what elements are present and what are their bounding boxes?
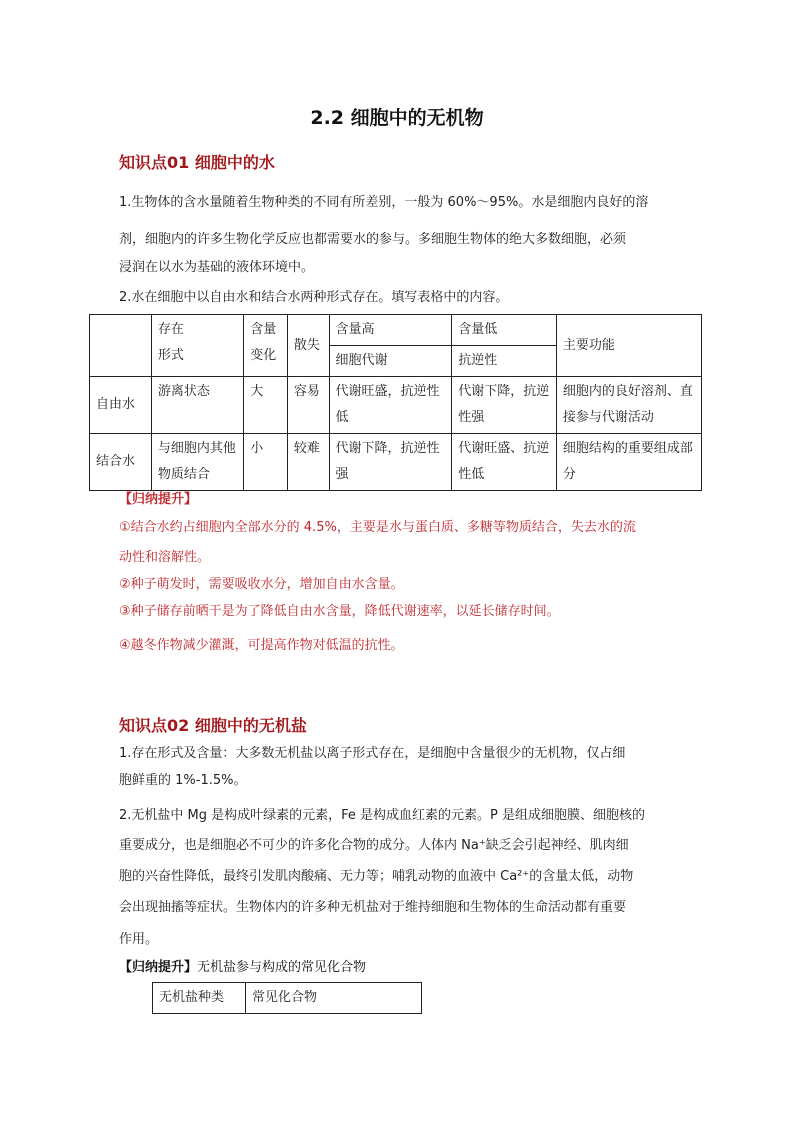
table-cell: 与细胞内其他物质结合 xyxy=(151,434,243,491)
paragraph: 胞鲜重的 1%-1.5%。 xyxy=(119,773,247,788)
table-cell: 游离状态 xyxy=(151,377,243,434)
table-row xyxy=(90,377,702,434)
table-cell: 自由水 xyxy=(90,377,152,434)
table-cell: 细胞内的良好溶剂、直接参与代谢活动 xyxy=(556,377,701,434)
table-header: 含量低 xyxy=(452,315,557,346)
summary-item: ③种子储存前晒干是为了降低自由水含量，降低代谢速率，以延长储存时间。 xyxy=(119,604,560,619)
table-header: 无机盐种类 xyxy=(153,983,246,1014)
table-header: 常见化合物 xyxy=(246,983,422,1014)
table-header: 抗逆性 xyxy=(452,346,557,377)
summary-title: 【归纳提升】 xyxy=(119,492,198,507)
table-cell xyxy=(151,315,243,377)
summary-title: 【归纳提升】 xyxy=(119,960,198,975)
table-cell xyxy=(244,315,288,377)
table-header: 形式 xyxy=(157,348,184,363)
table-row xyxy=(90,434,702,491)
summary-item: ②种子萌发时，需要吸收水分，增加自由水含量。 xyxy=(119,577,404,592)
table-cell: 大 xyxy=(244,377,288,434)
section-heading-water: 知识点01 细胞中的水 xyxy=(119,153,275,172)
page-title: 2.2 细胞中的无机物 xyxy=(310,107,484,129)
table-header: 散失 xyxy=(287,315,329,377)
paragraph: 2.水在细胞中以自由水和结合水两种形式存在。填写表格中的内容。 xyxy=(119,290,509,305)
paragraph: 1.生物体的含水量随着生物种类的不同有所差别，一般为 60%～95%。水是细胞内良好的溶 xyxy=(119,195,649,210)
water-table xyxy=(89,314,702,491)
table-cell: 小 xyxy=(244,434,288,491)
table-header: 存在 xyxy=(157,322,184,337)
table-cell: 较难 xyxy=(287,434,329,491)
paragraph: 1.存在形式及含量：大多数无机盐以离子形式存在，是细胞中含量很少的无机物，仅占细 xyxy=(119,746,626,761)
summary-text: 无机盐参与构成的常见化合物 xyxy=(197,960,367,975)
table-cell xyxy=(90,315,152,377)
salts-table xyxy=(152,982,422,1014)
summary-item: ①结合水约占细胞内全部水分的 4.5%，主要是水与蛋白质、多糖等物质结合，失去水的流 xyxy=(119,520,636,535)
summary-item: 动性和溶解性。 xyxy=(119,550,211,565)
paragraph: 2.无机盐中 Mg 是构成叶绿素的元素，Fe 是构成血红素的元素。P 是组成细胞膜、细胞核的 xyxy=(119,808,646,823)
table-cell: 细胞结构的重要组成部分 xyxy=(556,434,701,491)
paragraph: 剂，细胞内的许多生物化学反应也都需要水的参与。多细胞生物体的绝大多数细胞，必须 xyxy=(119,232,627,247)
table-cell: 代谢旺盛、抗逆性低 xyxy=(452,434,557,491)
table-header: 变化 xyxy=(250,348,277,363)
table-header: 含量 xyxy=(250,322,277,337)
table-cell: 代谢下降，抗逆性强 xyxy=(329,434,452,491)
table-cell: 代谢下降，抗逆性强 xyxy=(452,377,557,434)
table-cell: 容易 xyxy=(287,377,329,434)
paragraph: 会出现抽搐等症状。生物体内的许多种无机盐对于维持细胞和生物体的生命活动都有重要 xyxy=(119,900,627,915)
summary-line xyxy=(119,956,366,975)
table-header: 主要功能 xyxy=(556,315,701,377)
paragraph: 胞的兴奋性降低，最终引发肌肉酸痛、无力等；哺乳动物的血液中 Ca²⁺的含量太低，动物 xyxy=(119,869,634,884)
table-header: 含量高 xyxy=(329,315,452,346)
section-heading-salts: 知识点02 细胞中的无机盐 xyxy=(119,716,307,735)
table-header: 细胞代谢 xyxy=(329,346,452,377)
summary-item: ④越冬作物减少灌溉，可提高作物对低温的抗性。 xyxy=(119,638,404,653)
paragraph: 作用。 xyxy=(119,932,159,947)
table-cell: 代谢旺盛，抗逆性低 xyxy=(329,377,452,434)
paragraph: 浸润在以水为基础的液体环境中。 xyxy=(119,260,315,275)
table-cell: 结合水 xyxy=(90,434,152,491)
paragraph: 重要成分，也是细胞必不可少的许多化合物的成分。人体内 Na⁺缺乏会引起神经、肌肉细 xyxy=(119,838,629,853)
